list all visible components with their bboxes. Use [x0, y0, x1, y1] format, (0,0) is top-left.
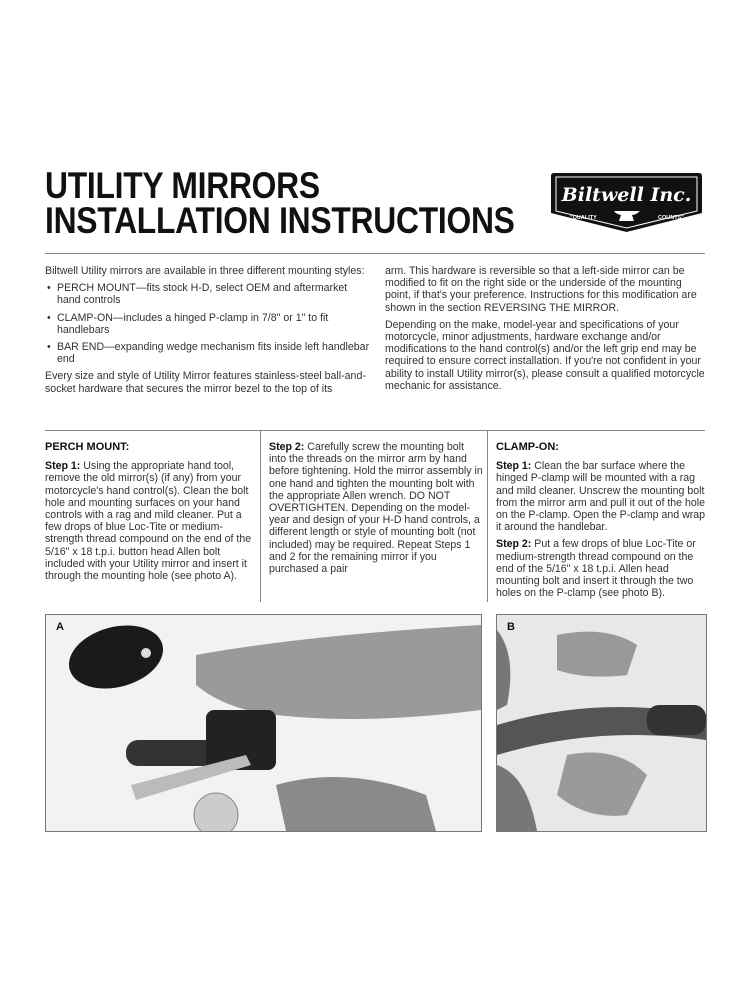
svg-text:"QUALITY: "QUALITY — [570, 215, 597, 221]
photo-label: A — [56, 621, 64, 633]
photo-b-image — [497, 615, 706, 831]
perch-mount-section — [45, 441, 255, 587]
list-item: • PERCH MOUNT—fits stock H-D, select OEM and aftermarket hand controls — [45, 282, 370, 306]
biltwell-logo — [548, 169, 705, 235]
step-label: Step 1: — [496, 460, 532, 473]
title-line-1: UTILITY MIRRORS — [45, 165, 320, 206]
column-divider — [487, 430, 488, 602]
photo-label: B — [507, 621, 515, 633]
intro-paragraph-continued: arm. This hardware is reversible so that a left-side mirror can be modified to fit on the right side or the underside of the mounting point, if that's your preference. Instructions for this modification are shown in the section REVERSING THE MIRROR. — [385, 265, 697, 314]
photo-a — [45, 614, 482, 832]
title-line-2: INSTALLATION INSTRUCTIONS — [45, 200, 515, 241]
step-label: Step 1: — [45, 460, 81, 473]
step-text: Carefully screw the mounting bolt into the threads on the mirror arm by hand before tightening. Hold the mirror assembly in one hand and tighten the mounting bolt with the appropriate Allen wrench. DO NOT OVERTIGHTEN. Depending on the model-year and design of your H-D hand controls, a different length or style of mounting bolt (not included) may be required. Repeat Steps 1 and 2 for the remaining mirror if you purchased a pair — [269, 441, 483, 576]
divider — [45, 430, 705, 431]
list-item: • CLAMP-ON—includes a hinged P-clamp in 7/8" or 1" to fit handlebars — [45, 312, 370, 336]
step-text: Using the appropriate hand tool, remove the old mirror(s) (if any) from your motorcycle's hand control(s). Clean the bolt hole and mounting surfaces on your hand controls with a rag and mild cleaner. Put a few drops of blue Loc-Tite or medium-strength thread compound on the end of the 5/16" x 18 t.p.i. button head Allen bolt included with your Utility mirror and insert it through the mounting hole (see photo A). — [45, 460, 252, 583]
photo-a-image — [46, 615, 481, 831]
clamp-step-2 — [496, 538, 708, 599]
step-label: Step 2: — [496, 538, 532, 551]
step-text: Put a few drops of blue Loc-Tite or medium-strength thread compound on the end of the 5/16" x 18 t.p.i. Allen head mounting bolt and insert it through the two holes on the P-clamp (see photo B). — [496, 538, 696, 600]
intro-left-column — [45, 265, 370, 400]
perch-step-1 — [45, 460, 255, 582]
intro-right-column — [385, 265, 707, 397]
svg-text:Biltwell Inc.: Biltwell Inc. — [561, 184, 692, 206]
intro-paragraph: Every size and style of Utility Mirror features stainless-steel ball-and-socket hardware that secures the mirror bezel to the top of its — [45, 370, 366, 395]
intro-lead: Biltwell Utility mirrors are available in three different mounting styles: — [45, 265, 365, 277]
svg-text:COUNTS": COUNTS" — [658, 215, 684, 221]
photo-b — [496, 614, 707, 832]
perch-step-2 — [269, 441, 483, 575]
perch-mount-step-2 — [269, 441, 483, 580]
list-item: • BAR END—expanding wedge mechanism fits inside left handlebar end — [45, 341, 370, 365]
section-heading: CLAMP-ON: — [496, 441, 559, 453]
page-title — [45, 165, 515, 241]
clamp-on-section — [496, 441, 708, 604]
section-heading: PERCH MOUNT: — [45, 441, 130, 453]
divider — [45, 253, 705, 254]
clamp-step-1 — [496, 460, 708, 533]
step-label: Step 2: — [269, 441, 305, 453]
intro-disclaimer: Depending on the make, model-year and specifications of your motorcycle, minor adjustments, hardware exchange and/or modifications to the hand control(s) and/or the left grip end may be required to ensure correct installation. If you're not confident in your ability to install Utility mirror(s), please consult a qualified motorcycle mechanic for assistance. — [385, 318, 705, 392]
column-divider — [260, 430, 261, 602]
mounting-styles-list — [45, 282, 370, 365]
step-text: Clean the bar surface where the hinged P-clamp will be mounted with a rag and mild cleaner. Unscrew the mounting bolt from the mirror arm and pull it out of the hole on the P-clamp. Open the P-clamp and wrap it around the handlebar. — [496, 460, 706, 534]
